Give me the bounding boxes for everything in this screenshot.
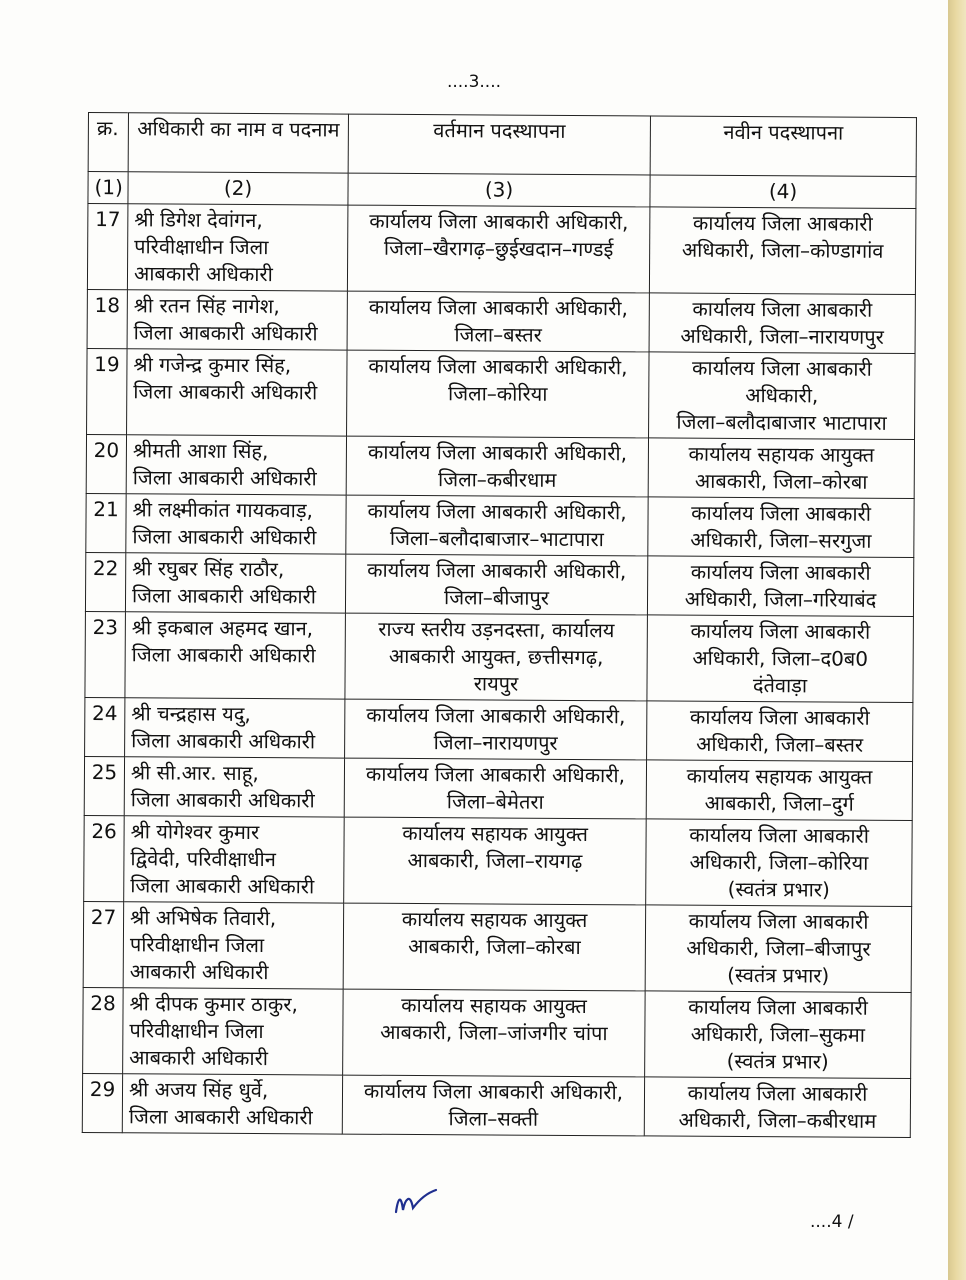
row-sno: 26 <box>84 815 125 901</box>
officer-name-line: श्री रघुबर सिंह राठौर, <box>132 556 285 582</box>
officer-name-line: श्री अभिषेक तिवारी, <box>130 905 277 931</box>
table-body <box>82 204 916 1138</box>
page-edge <box>948 0 966 1280</box>
current-posting-line: कार्यालय सहायक आयुक्त <box>401 906 588 933</box>
new-posting-line: (स्वतंत्र प्रभार) <box>726 1048 829 1074</box>
new-posting <box>646 760 912 821</box>
col-index: (4) <box>650 175 916 209</box>
current-posting <box>346 495 648 556</box>
current-posting-line: आबकारी, जिला–कोरबा <box>408 933 581 960</box>
row-sno: 19 <box>87 348 128 434</box>
col-index: (1) <box>88 172 128 204</box>
row-sno: 28 <box>83 987 124 1073</box>
column-index-row <box>88 172 916 209</box>
officer-name-line: जिला आबकारी अधिकारी <box>132 524 317 550</box>
current-posting-line: जिला–बस्तर <box>454 322 542 347</box>
posting-table-wrapper <box>82 112 916 1138</box>
officer-name <box>124 757 344 817</box>
officer-name <box>124 816 345 903</box>
officer-name-line: जिला आबकारी अधिकारी <box>133 320 318 346</box>
current-posting <box>342 1075 644 1136</box>
officer-name-line: जिला आबकारी अधिकारी <box>133 379 318 405</box>
officer-name-line: परिवीक्षाधीन जिला <box>129 932 265 958</box>
current-posting-line: कार्यालय जिला आबकारी अधिकारी, <box>367 557 627 584</box>
officer-name <box>127 290 347 350</box>
officer-name-line: आबकारी अधिकारी <box>129 959 269 985</box>
new-posting-line: कार्यालय सहायक आयुक्त <box>686 763 873 789</box>
new-posting-line: अधिकारी, जिला–कबीरधाम <box>678 1107 877 1133</box>
signature-mark <box>392 1184 440 1218</box>
current-posting-line: कार्यालय जिला आबकारी अधिकारी, <box>367 498 627 525</box>
current-posting <box>347 291 649 352</box>
new-posting <box>645 991 912 1079</box>
row-sno: 22 <box>85 552 125 611</box>
current-posting-line: जिला–खैरागढ़–छुईखदान–गण्डई <box>383 235 614 262</box>
officer-name-line: द्विवेदी, परिवीक्षाधीन <box>130 846 276 872</box>
new-posting-line: कार्यालय जिला आबकारी <box>689 822 870 848</box>
new-posting <box>649 207 916 295</box>
current-posting-line: जिला–बीजापुर <box>444 585 550 610</box>
table-row <box>85 697 913 761</box>
header-new: नवीन पदस्थापना <box>650 116 916 177</box>
officer-name-line: श्री इकबाल अहमद खान, <box>131 615 314 641</box>
new-posting-line: अधिकारी, जिला–गरियाबंद <box>684 586 877 612</box>
new-posting <box>648 497 914 558</box>
new-posting-line: अधिकारी, जिला–द0ब0 <box>692 645 869 671</box>
current-posting <box>343 903 646 991</box>
new-posting-line: अधिकारी, जिला–नारायणपुर <box>680 323 884 349</box>
table-row <box>85 611 914 702</box>
new-posting-line: अधिकारी, <box>745 383 819 408</box>
new-posting-line: कार्यालय जिला आबकारी <box>690 559 871 585</box>
officer-name <box>125 553 345 613</box>
continuation-marker: ....4 / <box>810 1212 854 1232</box>
new-posting-line: कार्यालय जिला आबकारी <box>688 994 868 1020</box>
row-sno: 21 <box>86 493 126 552</box>
officer-name <box>122 1074 342 1134</box>
new-posting <box>647 615 914 703</box>
new-posting <box>649 293 915 354</box>
current-posting <box>345 613 648 701</box>
col-index: (3) <box>348 173 650 207</box>
table-row <box>85 552 913 616</box>
current-posting-line: कार्यालय जिला आबकारी अधिकारी, <box>366 702 626 729</box>
current-posting-line: जिला–कबीरधाम <box>438 467 557 492</box>
current-posting-line: कार्यालय जिला आबकारी अधिकारी, <box>368 294 628 321</box>
new-posting-line: दंतेवाड़ा <box>752 673 808 698</box>
current-posting-line: आबकारी आयुक्त, छत्तीसगढ़, <box>388 643 604 670</box>
new-posting-line: कार्यालय जिला आबकारी <box>692 210 873 236</box>
officer-name-line: श्री योगेश्वर कुमार <box>130 819 260 845</box>
new-posting <box>647 701 913 762</box>
new-posting-line: (स्वतंत्र प्रभार) <box>727 876 830 902</box>
header-name: अधिकारी का नाम व पदनाम <box>128 113 348 173</box>
new-posting <box>648 438 914 499</box>
new-posting-line: (स्वतंत्र प्रभार) <box>727 962 830 988</box>
officer-name-line: श्री अजय सिंह धुर्वे, <box>128 1077 269 1103</box>
current-posting-line: जिला–नारायणपुर <box>433 730 558 755</box>
officer-name-line: श्रीमती आशा सिंह, <box>132 438 269 464</box>
row-sno: 17 <box>87 204 128 290</box>
new-posting-line: अधिकारी, जिला–कोरिया <box>689 849 869 875</box>
row-sno: 24 <box>85 697 125 756</box>
row-sno: 18 <box>87 289 127 348</box>
new-posting-line: अधिकारी, जिला–सरगुजा <box>690 527 872 553</box>
current-posting-line: आबकारी, जिला–जांजगीर चांपा <box>380 1019 608 1046</box>
current-posting-line: कार्यालय जिला आबकारी अधिकारी, <box>369 208 629 235</box>
row-sno: 25 <box>84 756 124 815</box>
table-row <box>83 901 912 992</box>
header-sno: क्र. <box>88 113 128 172</box>
officer-name-line: जिला आबकारी अधिकारी <box>132 465 317 491</box>
officer-name-line: आबकारी अधिकारी <box>129 1045 269 1071</box>
table-row <box>87 289 915 353</box>
current-posting-line: राज्य स्तरीय उड़नदस्ता, कार्यालय <box>378 616 615 643</box>
current-posting-line: कार्यालय सहायक आयुक्त <box>401 992 587 1019</box>
table-header-row <box>88 113 916 177</box>
officer-name-line: आबकारी अधिकारी <box>133 261 273 287</box>
current-posting-line: कार्यालय जिला आबकारी अधिकारी, <box>368 353 628 380</box>
new-posting-line: कार्यालय जिला आबकारी <box>692 296 873 322</box>
new-posting-line: अधिकारी, जिला–कोण्डागांव <box>681 237 884 263</box>
table-row <box>86 434 914 498</box>
new-posting-line: आबकारी, जिला–दुर्ग <box>704 790 854 816</box>
current-posting <box>344 817 647 905</box>
new-posting-line: जिला–बलौदाबाजार भाटापारा <box>676 409 887 435</box>
table-row <box>84 756 912 820</box>
current-posting <box>345 554 647 615</box>
table-row <box>83 987 912 1078</box>
new-posting <box>647 556 913 617</box>
new-posting-line: कार्यालय जिला आबकारी <box>687 1080 868 1106</box>
officer-name-line: श्री दीपक कुमार ठाकुर, <box>129 991 298 1017</box>
officer-name <box>127 204 348 291</box>
officer-name-line: श्री रतन सिंह नागेश, <box>133 293 280 319</box>
current-posting <box>346 436 648 497</box>
officer-name-line: श्री लक्ष्मीकांत गायकवाड़, <box>132 497 314 523</box>
officer-name <box>126 494 346 554</box>
table-row <box>87 348 916 439</box>
new-posting <box>649 352 916 440</box>
officer-name-line: जिला आबकारी अधिकारी <box>131 728 316 754</box>
new-posting-line: कार्यालय जिला आबकारी <box>688 908 869 934</box>
new-posting-line: कार्यालय जिला आबकारी <box>690 618 871 644</box>
new-posting-line: कार्यालय जिला आबकारी <box>689 704 870 730</box>
officer-name-line: जिला आबकारी अधिकारी <box>128 1104 313 1130</box>
current-posting-line: जिला–बलौदाबाजार–भाटापारा <box>389 525 604 552</box>
current-posting-line: कार्यालय जिला आबकारी अधिकारी, <box>363 1078 624 1105</box>
new-posting <box>646 819 913 907</box>
officer-name-line: जिला आबकारी अधिकारी <box>131 583 317 609</box>
table-row <box>84 815 913 906</box>
col-index: (2) <box>128 172 348 205</box>
new-posting-line: कार्यालय सहायक आयुक्त <box>688 441 875 467</box>
new-posting-line: आबकारी, जिला–कोरबा <box>694 468 868 494</box>
current-posting-line: जिला–सक्ती <box>448 1106 539 1131</box>
officer-name <box>127 349 348 436</box>
officer-name <box>125 612 346 699</box>
current-posting-line: रायपुर <box>473 671 519 696</box>
header-current: वर्तमान पदस्थापना <box>348 114 650 175</box>
current-posting-line: कार्यालय सहायक आयुक्त <box>402 820 588 847</box>
new-posting-line: अधिकारी, जिला–बीजापुर <box>686 935 871 961</box>
current-posting <box>345 699 647 760</box>
current-posting-line: जिला–बेमेतरा <box>446 789 544 814</box>
current-posting <box>347 205 650 293</box>
officer-name-line: जिला आबकारी अधिकारी <box>130 787 315 813</box>
new-posting-line: अधिकारी, जिला–सुकमा <box>690 1021 866 1047</box>
page-number: ....3.... <box>446 72 502 92</box>
officer-name <box>123 988 344 1075</box>
table-row <box>86 493 914 557</box>
officer-name-line: श्री सी.आर. साहू, <box>130 760 259 786</box>
current-posting-line: जिला–कोरिया <box>447 381 548 406</box>
current-posting <box>344 758 646 819</box>
current-posting <box>343 989 646 1077</box>
row-sno: 27 <box>83 901 124 987</box>
current-posting-line: कार्यालय जिला आबकारी अधिकारी, <box>367 439 628 466</box>
officer-name-line: जिला आबकारी अधिकारी <box>131 642 316 668</box>
posting-table <box>82 112 917 1138</box>
new-posting-line: कार्यालय जिला आबकारी <box>691 500 871 526</box>
current-posting-line: आबकारी, जिला–रायगढ़ <box>407 847 583 874</box>
officer-name <box>123 902 344 989</box>
new-posting <box>645 905 912 993</box>
officer-name-line: श्री गजेन्द्र कुमार सिंह, <box>133 352 292 378</box>
new-posting-line: अधिकारी, जिला–बस्तर <box>696 731 864 757</box>
row-sno: 23 <box>85 611 126 697</box>
officer-name-line: जिला आबकारी अधिकारी <box>130 873 315 899</box>
officer-name <box>126 435 346 495</box>
row-sno: 29 <box>82 1073 122 1132</box>
officer-name-line: परिवीक्षाधीन जिला <box>129 1018 264 1044</box>
officer-name-line: श्री चन्द्रहास यदु, <box>131 701 251 727</box>
new-posting-line: कार्यालय जिला आबकारी <box>692 355 872 381</box>
table-row <box>87 204 916 295</box>
officer-name-line: परिवीक्षाधीन जिला <box>134 234 269 260</box>
table-row <box>82 1073 910 1137</box>
row-sno: 20 <box>86 434 126 493</box>
current-posting <box>347 350 650 438</box>
current-posting-line: कार्यालय जिला आबकारी अधिकारी, <box>365 761 626 788</box>
officer-name-line: श्री डिगेश देवांगन, <box>134 207 263 233</box>
officer-name <box>125 698 345 758</box>
new-posting <box>644 1077 910 1138</box>
